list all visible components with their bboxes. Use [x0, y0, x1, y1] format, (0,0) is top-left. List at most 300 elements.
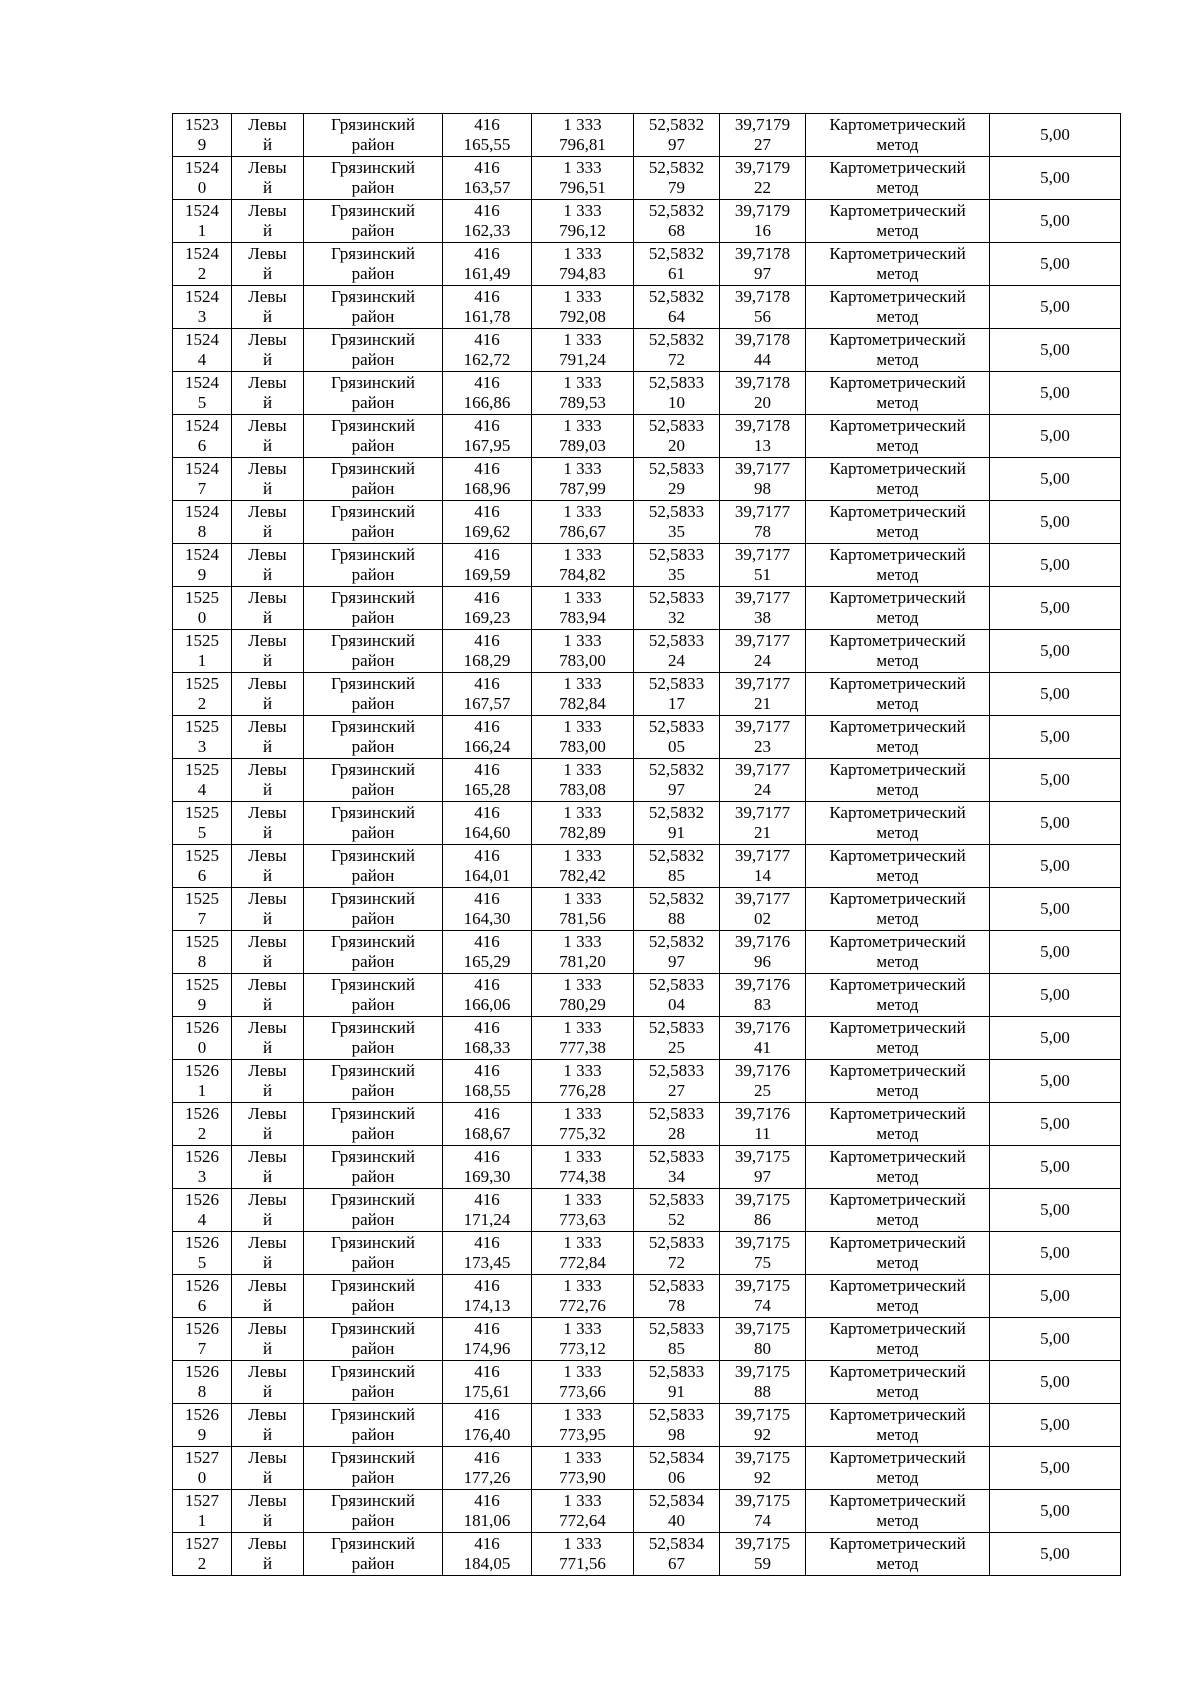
longitude-line-1: 39,7179 [734, 201, 791, 220]
y-coordinate-cell [532, 1232, 634, 1275]
side-cell [232, 1404, 304, 1447]
x-coordinate-cell [443, 1533, 532, 1576]
point-number-cell [173, 415, 232, 458]
district-line-1: Грязинский [331, 1362, 415, 1381]
longitude-cell [720, 802, 806, 845]
longitude-line-2: 75 [754, 1253, 771, 1272]
side-cell [232, 802, 304, 845]
longitude-cell [720, 1447, 806, 1490]
latitude-line-1: 52,5833 [648, 1405, 705, 1424]
x-coordinate-line-2: 163,57 [463, 178, 511, 197]
method-line-1: Картометрический [829, 717, 966, 736]
accuracy-value: 5,00 [1040, 426, 1070, 445]
side-line-1: Левы [248, 975, 287, 994]
district-cell [304, 845, 443, 888]
method-line-1: Картометрический [829, 1534, 966, 1553]
longitude-cell [720, 587, 806, 630]
district-line-1: Грязинский [331, 717, 415, 736]
method-line-2: метод [876, 350, 919, 369]
y-coordinate-line-1: 1 333 [563, 1061, 602, 1080]
x-coordinate-cell [443, 1189, 532, 1232]
side-line-2: й [262, 866, 273, 885]
longitude-cell [720, 1146, 806, 1189]
district-cell [304, 673, 443, 716]
district-line-2: район [351, 1425, 395, 1444]
district-line-2: район [351, 866, 395, 885]
y-coordinate-line-2: 776,28 [559, 1081, 606, 1100]
method-line-2: метод [876, 952, 919, 971]
district-cell [304, 329, 443, 372]
method-line-1: Картометрический [829, 330, 966, 349]
side-line-1: Левы [248, 846, 287, 865]
accuracy-cell [990, 759, 1121, 802]
x-coordinate-line-2: 166,86 [463, 393, 511, 412]
accuracy-value: 5,00 [1040, 899, 1070, 918]
method-cell [806, 1060, 990, 1103]
accuracy-value: 5,00 [1040, 297, 1070, 316]
method-line-2: метод [876, 608, 919, 627]
longitude-cell [720, 716, 806, 759]
method-cell [806, 1447, 990, 1490]
x-coordinate-line-1: 416 [474, 1362, 500, 1381]
district-line-1: Грязинский [331, 1319, 415, 1338]
y-coordinate-line-2: 794,83 [559, 264, 606, 283]
x-coordinate-line-2: 165,55 [463, 135, 511, 154]
y-coordinate-line-1: 1 333 [563, 717, 602, 736]
latitude-line-1: 52,5833 [648, 1061, 705, 1080]
x-coordinate-cell [443, 974, 532, 1017]
side-line-2: й [262, 909, 273, 928]
latitude-line-1: 52,5834 [648, 1448, 705, 1467]
latitude-cell [634, 1232, 720, 1275]
latitude-cell [634, 114, 720, 157]
x-coordinate-line-2: 181,06 [463, 1511, 511, 1530]
point-number-cell [173, 1103, 232, 1146]
point-number-line-2: 2 [197, 694, 207, 713]
x-coordinate-line-1: 416 [474, 674, 500, 693]
longitude-line-1: 39,7175 [734, 1147, 791, 1166]
latitude-line-1: 52,5832 [648, 846, 705, 865]
district-line-2: район [351, 1339, 395, 1358]
point-number-cell [173, 587, 232, 630]
district-cell [304, 716, 443, 759]
x-coordinate-line-1: 416 [474, 1319, 500, 1338]
point-number-line-2: 3 [197, 1167, 207, 1186]
district-line-2: район [351, 1081, 395, 1100]
y-coordinate-cell [532, 802, 634, 845]
longitude-cell [720, 1103, 806, 1146]
longitude-line-1: 39,7177 [734, 803, 791, 822]
accuracy-value: 5,00 [1040, 340, 1070, 359]
y-coordinate-line-2: 782,84 [559, 694, 606, 713]
method-cell [806, 501, 990, 544]
x-coordinate-cell [443, 1017, 532, 1060]
x-coordinate-line-2: 161,78 [463, 307, 511, 326]
accuracy-value: 5,00 [1040, 1114, 1070, 1133]
y-coordinate-cell [532, 630, 634, 673]
y-coordinate-line-2: 783,08 [559, 780, 606, 799]
side-line-2: й [262, 608, 273, 627]
point-number-line-2: 2 [197, 1124, 207, 1143]
district-line-2: район [351, 436, 395, 455]
y-coordinate-cell [532, 372, 634, 415]
longitude-line-2: 78 [754, 522, 771, 541]
table-row [173, 888, 1121, 931]
longitude-cell [720, 1232, 806, 1275]
latitude-line-1: 52,5832 [648, 803, 705, 822]
x-coordinate-line-1: 416 [474, 545, 500, 564]
latitude-cell [634, 329, 720, 372]
latitude-line-2: 27 [668, 1081, 685, 1100]
point-number-cell [173, 1361, 232, 1404]
longitude-line-2: 21 [754, 823, 771, 842]
x-coordinate-line-2: 168,33 [463, 1038, 511, 1057]
side-line-2: й [262, 1468, 273, 1487]
method-line-1: Картометрический [829, 459, 966, 478]
side-line-2: й [262, 1425, 273, 1444]
method-line-2: метод [876, 780, 919, 799]
point-number-line-1: 1524 [185, 287, 219, 306]
longitude-line-2: 22 [754, 178, 771, 197]
side-cell [232, 759, 304, 802]
latitude-line-1: 52,5833 [648, 416, 705, 435]
point-number-line-2: 1 [197, 651, 207, 670]
latitude-line-2: 28 [668, 1124, 685, 1143]
side-line-2: й [262, 393, 273, 412]
latitude-line-2: 24 [668, 651, 685, 670]
side-cell [232, 888, 304, 931]
method-cell [806, 802, 990, 845]
accuracy-cell [990, 415, 1121, 458]
district-line-1: Грязинский [331, 1405, 415, 1424]
y-coordinate-line-2: 780,29 [559, 995, 606, 1014]
side-line-1: Левы [248, 1061, 287, 1080]
table-row [173, 1103, 1121, 1146]
point-number-line-2: 9 [197, 565, 207, 584]
y-coordinate-line-1: 1 333 [563, 1448, 602, 1467]
point-number-line-1: 1526 [185, 1190, 219, 1209]
point-number-line-2: 1 [197, 1511, 207, 1530]
latitude-line-2: 72 [668, 1253, 685, 1272]
longitude-line-2: 59 [754, 1554, 771, 1573]
latitude-line-1: 52,5834 [648, 1491, 705, 1510]
method-line-1: Картометрический [829, 803, 966, 822]
longitude-line-1: 39,7176 [734, 932, 791, 951]
district-line-1: Грязинский [331, 1233, 415, 1252]
point-number-line-1: 1525 [185, 889, 219, 908]
district-line-1: Грязинский [331, 1104, 415, 1123]
point-number-line-2: 3 [197, 737, 207, 756]
method-cell [806, 243, 990, 286]
side-line-1: Левы [248, 244, 287, 263]
y-coordinate-line-2: 774,38 [559, 1167, 606, 1186]
side-line-2: й [262, 479, 273, 498]
x-coordinate-line-2: 166,24 [463, 737, 511, 756]
accuracy-cell [990, 157, 1121, 200]
method-line-1: Картометрический [829, 1018, 966, 1037]
district-line-1: Грязинский [331, 459, 415, 478]
longitude-cell [720, 1490, 806, 1533]
table-row [173, 1318, 1121, 1361]
table-row [173, 716, 1121, 759]
district-line-1: Грязинский [331, 846, 415, 865]
latitude-cell [634, 1404, 720, 1447]
accuracy-value: 5,00 [1040, 254, 1070, 273]
point-number-line-1: 1525 [185, 803, 219, 822]
x-coordinate-cell [443, 716, 532, 759]
y-coordinate-line-2: 772,76 [559, 1296, 606, 1315]
point-number-line-1: 1524 [185, 201, 219, 220]
longitude-line-2: 24 [754, 651, 771, 670]
accuracy-cell [990, 1447, 1121, 1490]
y-coordinate-cell [532, 1361, 634, 1404]
point-number-cell [173, 544, 232, 587]
side-line-2: й [262, 135, 273, 154]
latitude-line-1: 52,5833 [648, 588, 705, 607]
latitude-line-2: 67 [668, 1554, 685, 1573]
latitude-line-1: 52,5832 [648, 287, 705, 306]
x-coordinate-line-2: 168,67 [463, 1124, 511, 1143]
side-line-1: Левы [248, 1276, 287, 1295]
district-cell [304, 587, 443, 630]
side-line-1: Левы [248, 889, 287, 908]
method-line-1: Картометрический [829, 760, 966, 779]
point-number-cell [173, 1146, 232, 1189]
accuracy-cell [990, 845, 1121, 888]
method-cell [806, 888, 990, 931]
longitude-line-2: 56 [754, 307, 771, 326]
point-number-cell [173, 243, 232, 286]
point-number-line-2: 2 [197, 1554, 207, 1573]
method-cell [806, 673, 990, 716]
method-line-2: метод [876, 1167, 919, 1186]
point-number-cell [173, 1533, 232, 1576]
accuracy-value: 5,00 [1040, 1501, 1070, 1520]
method-line-2: метод [876, 1124, 919, 1143]
longitude-line-2: 98 [754, 479, 771, 498]
latitude-cell [634, 1189, 720, 1232]
side-line-2: й [262, 178, 273, 197]
method-line-1: Картометрический [829, 287, 966, 306]
longitude-line-1: 39,7176 [734, 975, 791, 994]
method-line-2: метод [876, 651, 919, 670]
point-number-cell [173, 200, 232, 243]
x-coordinate-line-2: 169,59 [463, 565, 511, 584]
latitude-line-2: 98 [668, 1425, 685, 1444]
latitude-line-1: 52,5833 [648, 459, 705, 478]
method-cell [806, 286, 990, 329]
method-line-1: Картометрический [829, 1491, 966, 1510]
point-number-line-2: 1 [197, 1081, 207, 1100]
latitude-cell [634, 759, 720, 802]
district-line-1: Грязинский [331, 373, 415, 392]
point-number-line-1: 1526 [185, 1061, 219, 1080]
latitude-line-1: 52,5832 [648, 158, 705, 177]
y-coordinate-cell [532, 157, 634, 200]
accuracy-value: 5,00 [1040, 512, 1070, 531]
accuracy-cell [990, 544, 1121, 587]
x-coordinate-line-1: 416 [474, 1448, 500, 1467]
table-body [173, 114, 1121, 1576]
method-line-2: метод [876, 221, 919, 240]
point-number-line-2: 9 [197, 995, 207, 1014]
side-cell [232, 1103, 304, 1146]
y-coordinate-line-1: 1 333 [563, 1276, 602, 1295]
y-coordinate-line-2: 773,95 [559, 1425, 606, 1444]
point-number-line-1: 1527 [185, 1534, 219, 1553]
longitude-line-1: 39,7179 [734, 115, 791, 134]
district-line-2: район [351, 952, 395, 971]
accuracy-cell [990, 329, 1121, 372]
y-coordinate-cell [532, 329, 634, 372]
side-line-1: Левы [248, 1190, 287, 1209]
y-coordinate-cell [532, 845, 634, 888]
accuracy-value: 5,00 [1040, 856, 1070, 875]
method-line-1: Картометрический [829, 674, 966, 693]
method-line-1: Картометрический [829, 502, 966, 521]
accuracy-cell [990, 458, 1121, 501]
point-number-line-1: 1526 [185, 1018, 219, 1037]
x-coordinate-cell [443, 1103, 532, 1146]
point-number-line-2: 7 [197, 909, 207, 928]
x-coordinate-line-1: 416 [474, 459, 500, 478]
point-number-cell [173, 1490, 232, 1533]
accuracy-value: 5,00 [1040, 211, 1070, 230]
latitude-cell [634, 673, 720, 716]
district-line-1: Грязинский [331, 545, 415, 564]
point-number-cell [173, 1447, 232, 1490]
side-cell [232, 1275, 304, 1318]
latitude-line-1: 52,5833 [648, 502, 705, 521]
side-line-1: Левы [248, 502, 287, 521]
y-coordinate-line-2: 783,00 [559, 651, 606, 670]
longitude-cell [720, 1275, 806, 1318]
longitude-cell [720, 243, 806, 286]
method-cell [806, 587, 990, 630]
x-coordinate-cell [443, 845, 532, 888]
point-number-cell [173, 372, 232, 415]
y-coordinate-line-1: 1 333 [563, 416, 602, 435]
point-number-line-1: 1525 [185, 932, 219, 951]
y-coordinate-cell [532, 415, 634, 458]
longitude-cell [720, 931, 806, 974]
latitude-cell [634, 1060, 720, 1103]
district-cell [304, 888, 443, 931]
x-coordinate-line-1: 416 [474, 1147, 500, 1166]
point-number-line-2: 9 [197, 135, 207, 154]
longitude-line-1: 39,7177 [734, 459, 791, 478]
longitude-line-1: 39,7177 [734, 631, 791, 650]
side-line-2: й [262, 1167, 273, 1186]
longitude-line-2: 80 [754, 1339, 771, 1358]
y-coordinate-cell [532, 587, 634, 630]
method-cell [806, 1189, 990, 1232]
table-row [173, 974, 1121, 1017]
side-line-2: й [262, 1124, 273, 1143]
longitude-line-2: 24 [754, 780, 771, 799]
point-number-line-2: 4 [197, 780, 207, 799]
x-coordinate-line-1: 416 [474, 975, 500, 994]
side-cell [232, 544, 304, 587]
x-coordinate-line-1: 416 [474, 158, 500, 177]
point-number-line-2: 7 [197, 479, 207, 498]
table-row [173, 1146, 1121, 1189]
y-coordinate-line-1: 1 333 [563, 1104, 602, 1123]
longitude-line-1: 39,7178 [734, 287, 791, 306]
point-number-line-1: 1524 [185, 373, 219, 392]
side-line-1: Левы [248, 545, 287, 564]
y-coordinate-line-1: 1 333 [563, 1491, 602, 1510]
side-cell [232, 931, 304, 974]
x-coordinate-cell [443, 501, 532, 544]
method-cell [806, 1533, 990, 1576]
table-row [173, 372, 1121, 415]
table-row [173, 286, 1121, 329]
y-coordinate-line-2: 772,84 [559, 1253, 606, 1272]
x-coordinate-cell [443, 243, 532, 286]
latitude-cell [634, 931, 720, 974]
side-cell [232, 200, 304, 243]
side-cell [232, 1232, 304, 1275]
x-coordinate-cell [443, 329, 532, 372]
table-row [173, 1189, 1121, 1232]
district-line-2: район [351, 1511, 395, 1530]
district-cell [304, 501, 443, 544]
longitude-line-1: 39,7178 [734, 244, 791, 263]
district-line-1: Грязинский [331, 975, 415, 994]
latitude-line-1: 52,5833 [648, 1018, 705, 1037]
district-cell [304, 974, 443, 1017]
point-number-line-2: 0 [197, 1038, 207, 1057]
accuracy-cell [990, 931, 1121, 974]
side-cell [232, 716, 304, 759]
latitude-line-2: 25 [668, 1038, 685, 1057]
point-number-cell [173, 1189, 232, 1232]
method-line-1: Картометрический [829, 1319, 966, 1338]
longitude-cell [720, 630, 806, 673]
accuracy-value: 5,00 [1040, 1200, 1070, 1219]
side-cell [232, 243, 304, 286]
table-row [173, 329, 1121, 372]
longitude-cell [720, 501, 806, 544]
x-coordinate-line-2: 165,29 [463, 952, 511, 971]
side-cell [232, 1490, 304, 1533]
point-number-line-2: 2 [197, 264, 207, 283]
longitude-line-2: 92 [754, 1425, 771, 1444]
latitude-cell [634, 845, 720, 888]
district-line-1: Грязинский [331, 201, 415, 220]
district-line-1: Грязинский [331, 1018, 415, 1037]
accuracy-cell [990, 1060, 1121, 1103]
side-cell [232, 1189, 304, 1232]
method-line-1: Картометрический [829, 1104, 966, 1123]
latitude-line-2: 61 [668, 264, 685, 283]
table-row [173, 1060, 1121, 1103]
district-line-2: район [351, 737, 395, 756]
table-row [173, 157, 1121, 200]
district-line-2: район [351, 608, 395, 627]
point-number-cell [173, 1232, 232, 1275]
x-coordinate-line-1: 416 [474, 287, 500, 306]
point-number-line-2: 5 [197, 1253, 207, 1272]
table-row [173, 544, 1121, 587]
accuracy-cell [990, 501, 1121, 544]
side-line-2: й [262, 1210, 273, 1229]
district-cell [304, 544, 443, 587]
latitude-line-1: 52,5833 [648, 1233, 705, 1252]
point-number-cell [173, 759, 232, 802]
side-cell [232, 845, 304, 888]
